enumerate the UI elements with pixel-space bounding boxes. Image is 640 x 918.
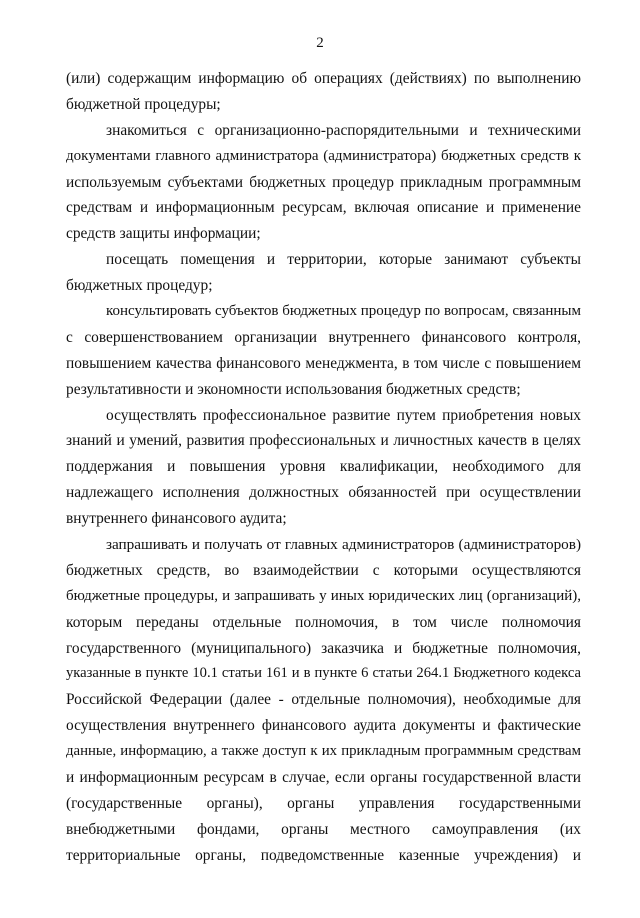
text-line: посещать помещения и территории, которые занимают субъекты [106, 251, 581, 269]
text-line: и информационным ресурсам в случае, если органы государственной власти [66, 769, 581, 787]
text-line: бюджетные процедуры, и запрашивать у иных юридических лиц (организаций), [66, 587, 581, 604]
text-line: внутреннего финансового аудита; [66, 510, 287, 528]
text-line: знакомиться с организационно-распорядительными и техническими [106, 121, 581, 139]
text-line: осуществления внутреннего финансового аудита документы и фактические [66, 717, 581, 735]
text-line: знаний и умений, развития профессиональных и личностных качеств в целях [66, 432, 581, 450]
text-line: Российской Федерации (далее - отдельные полномочия), необходимые для [66, 691, 581, 709]
page-number: 2 [316, 35, 324, 51]
text-line: бюджетной процедуры; [66, 95, 221, 113]
text-line: бюджетных процедур; [66, 277, 213, 295]
document-body [66, 66, 581, 869]
text-line: (или) содержащим информацию об операциях (действиях) по выполнению [66, 70, 581, 87]
text-line: запрашивать и получать от главных администраторов (администраторов) [106, 536, 581, 554]
text-line: данные, информацию, а также доступ к их прикладным программным средствам [66, 743, 581, 760]
text-line: с совершенствованием организации внутреннего финансового контроля, [66, 328, 581, 346]
text-line: результативности и экономности использования бюджетных средств; [66, 380, 521, 398]
text-line: используемым субъектами бюджетных процедур прикладным программным [66, 173, 581, 191]
text-line: средствам и информационным ресурсам, включая описание и применение [66, 199, 581, 217]
text-line: осуществлять профессиональное развитие путем приобретения новых [106, 406, 581, 424]
text-line: документами главного администратора (администратора) бюджетных средств к [66, 147, 581, 164]
text-line: указанные в пункте 10.1 статьи 161 и в пункте 6 статьи 264.1 Бюджетного кодекса [66, 665, 581, 682]
text-line: повышением качества финансового менеджмента, в том числе с повышением [66, 354, 581, 372]
text-line: (государственные органы), органы управления государственными [66, 794, 581, 812]
text-line: внебюджетными фондами, органы местного самоуправления (их [66, 820, 581, 838]
text-line: которым переданы отдельные полномочия, в том числе полномочия [66, 613, 581, 631]
text-line: поддержания и повышения уровня квалификации, необходимого для [66, 458, 581, 476]
text-line: средств защиты информации; [66, 225, 261, 243]
text-line: надлежащего исполнения должностных обязанностей при осуществлении [66, 484, 581, 502]
text-line: консультировать субъектов бюджетных процедур по вопросам, связанным [106, 303, 581, 320]
text-line: государственного (муниципального) заказчика и бюджетные полномочия, [66, 639, 581, 657]
text-line: бюджетных средств, во взаимодействии с которыми осуществляются [66, 561, 581, 579]
text-line: территориальные органы, подведомственные казенные учреждения) и [66, 846, 581, 864]
